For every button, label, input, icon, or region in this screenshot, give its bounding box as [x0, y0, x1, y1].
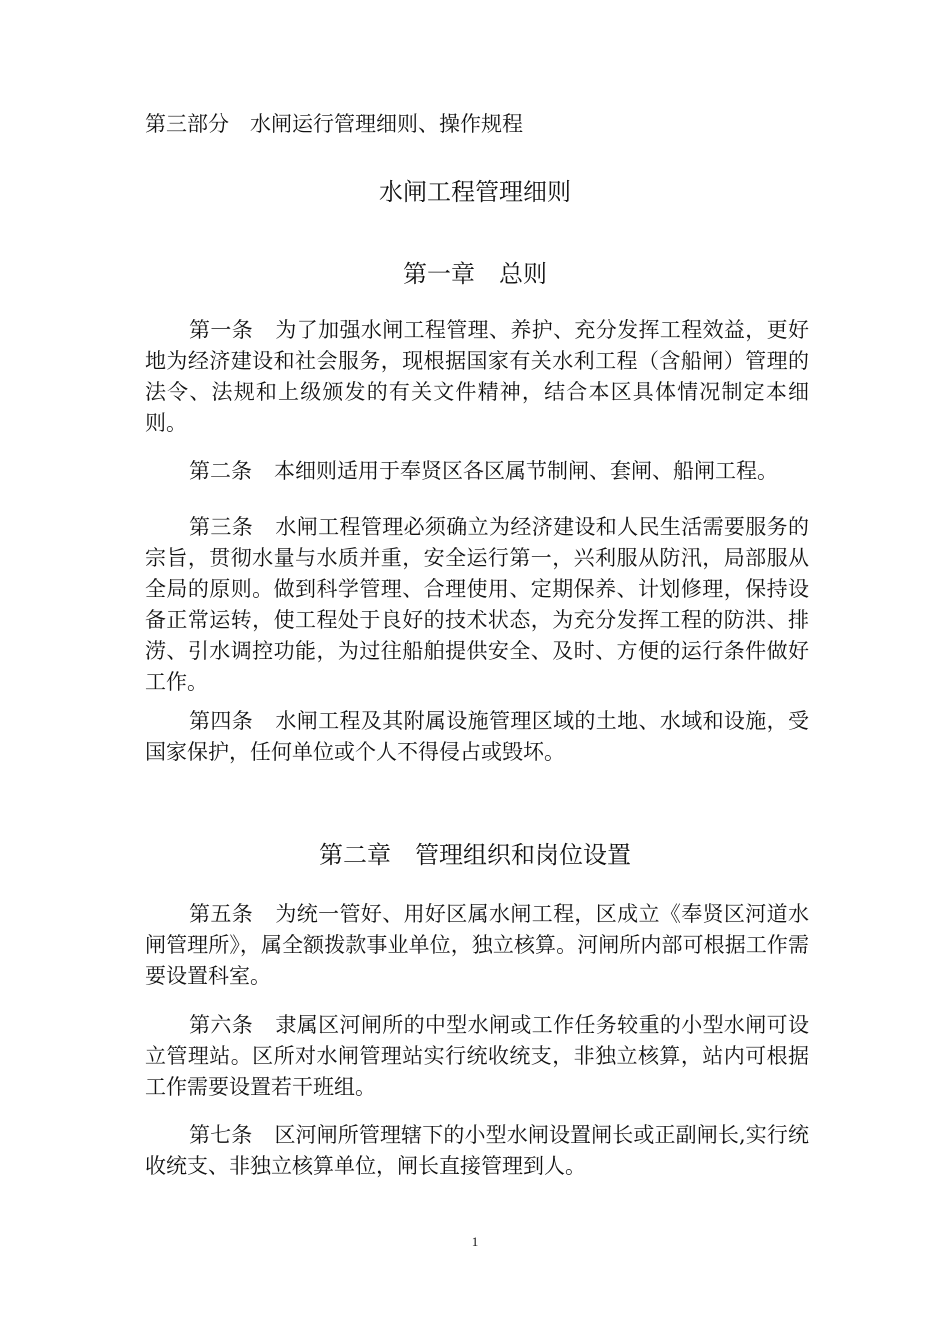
article-1-text: 为了加强水闸工程管理、养护、充分发挥工程效益，更好地为经济建设和社会服务，现根据国家有关水利工程（含船闸）管理的法令、法规和上级颁发的有关文件精神，结合本区具体情况制定本细则。: [145, 318, 810, 435]
article-6-text: 隶属区河闸所的中型水闸或工作任务较重的小型水闸可设立管理站。区所对水闸管理站实行统收统支，非独立核算，站内可根据工作需要设置若干班组。: [145, 1013, 810, 1099]
document-title: 水闸工程管理细则: [379, 178, 571, 206]
page-number: 1: [471, 1234, 479, 1249]
article-6: [145, 1010, 809, 1103]
article-7: [145, 1120, 809, 1182]
article-4-text: 水闸工程及其附属设施管理区域的土地、水域和设施，受国家保护，任何单位或个人不得侵占或毁坏。: [145, 709, 810, 764]
chapter-2-heading: [0, 839, 950, 871]
article-3: [145, 512, 809, 698]
article-2: [145, 456, 809, 487]
article-7-number: 第七条: [189, 1123, 253, 1147]
part-header: 第三部分 水闸运行管理细则、操作规程: [145, 112, 523, 136]
chapter-1-heading: [0, 258, 950, 290]
chapter-2-title: 管理组织和岗位设置: [415, 841, 631, 869]
chapter-2-number: 第二章: [319, 841, 391, 869]
article-6-number: 第六条: [189, 1013, 254, 1037]
article-4: [145, 706, 809, 768]
article-5: [145, 899, 809, 992]
article-1: [145, 315, 809, 439]
chapter-1-number: 第一章: [403, 260, 475, 288]
chapter-1-title: 总则: [499, 260, 547, 288]
article-3-number: 第三条: [189, 515, 254, 539]
article-2-number: 第二条: [189, 459, 252, 483]
article-1-number: 第一条: [189, 318, 254, 342]
article-3-text: 水闸工程管理必须确立为经济建设和人民生活需要服务的宗旨，贯彻水量与水质并重，安全运行第一，兴利服从防汛，局部服从全局的原则。做到科学管理、合理使用、定期保养、计划修理，保持设备正常运转，使工程处于良好的技术状态，为充分发挥工程的防洪、排涝、引水调控功能，为过往船舶提供安全、及时、方便的运行条件做好工作。: [145, 515, 810, 694]
article-4-number: 第四条: [189, 709, 254, 733]
article-7-text: 区河闸所管理辖下的小型水闸设置闸长或正副闸长,实行统收统支、非独立核算单位，闸长直接管理到人。: [145, 1123, 809, 1178]
article-5-text: 为统一管好、用好区属水闸工程，区成立《奉贤区河道水闸管理所》，属全额拨款事业单位，独立核算。河闸所内部可根据工作需要设置科室。: [145, 902, 810, 988]
article-2-text: 本细则适用于奉贤区各区属节制闸、套闸、船闸工程。: [274, 459, 778, 483]
article-5-number: 第五条: [189, 902, 254, 926]
